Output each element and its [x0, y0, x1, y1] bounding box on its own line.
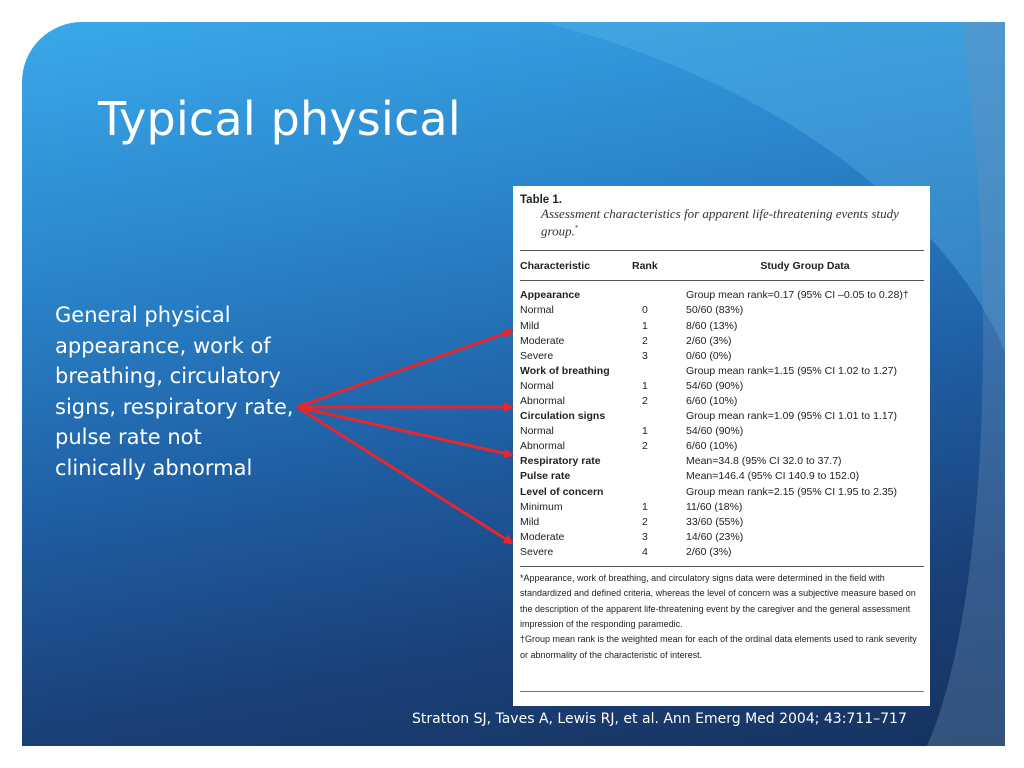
row-rank: 2 — [642, 394, 648, 407]
row-data: 11/60 (18%) — [686, 500, 743, 513]
table-caption-text: Assessment characteristics for apparent life-threatening events study group. — [541, 206, 899, 239]
row-data: 33/60 (55%) — [686, 515, 744, 528]
row-data: 54/60 (90%) — [686, 379, 744, 392]
arrow-to-circulation — [297, 407, 512, 455]
row-data: 6/60 (10%) — [686, 394, 738, 407]
row-data: Group mean rank=1.15 (95% CI 1.02 to 1.27) — [686, 364, 897, 377]
row-data: 54/60 (90%) — [686, 425, 744, 438]
row-data: 2/60 (3%) — [686, 545, 732, 558]
body-text: General physical appearance, work of breathing, circulatory signs, respiratory rate, pulse rate not clinically abnormal — [55, 303, 294, 480]
citation: Stratton SJ, Taves A, Lewis RJ, et al. Ann Emerg Med 2004; 43:711–717 — [412, 711, 907, 727]
footnote-1: *Appearance, work of breathing, and circulatory signs data were determined in the field with standardized and defined criteria, whereas the level of concern was a subjective measure based on the description of the apparent life-threatening event by the caregiver and the general assessment impression of the responding paramedic. — [520, 573, 916, 629]
row-rank: 1 — [642, 319, 648, 332]
row-rank: 2 — [642, 515, 648, 528]
row-rank: 0 — [642, 304, 648, 317]
row-characteristic: Level of concern — [520, 485, 604, 498]
row-data: Mean=34.8 (95% CI 32.0 to 37.7) — [686, 455, 842, 468]
arrow-to-appearance — [297, 331, 512, 407]
row-characteristic: Abnormal — [520, 394, 565, 407]
row-characteristic: Severe — [520, 545, 554, 558]
row-data: 6/60 (10%) — [686, 440, 738, 453]
row-rank: 2 — [642, 440, 648, 453]
row-data: 2/60 (3%) — [686, 334, 732, 347]
row-characteristic: Minimum — [520, 500, 563, 513]
row-data: Mean=146.4 (95% CI 140.9 to 152.0) — [686, 470, 860, 483]
row-characteristic: Work of breathing — [520, 364, 610, 377]
row-characteristic: Normal — [520, 425, 554, 438]
row-characteristic: Respiratory rate — [520, 455, 601, 468]
row-rank: 1 — [642, 425, 648, 438]
header-characteristic: Characteristic — [520, 259, 591, 272]
row-data: 50/60 (83%) — [686, 304, 744, 317]
table-caption-mark: * — [574, 224, 579, 232]
row-rank: 1 — [642, 500, 648, 513]
row-data: 8/60 (13%) — [686, 319, 738, 332]
row-data: Group mean rank=1.09 (95% CI 1.01 to 1.17) — [686, 410, 897, 423]
table-number: Table 1. — [520, 194, 562, 206]
row-characteristic: Moderate — [520, 334, 565, 347]
row-characteristic: Mild — [520, 319, 540, 332]
row-rank: 3 — [642, 349, 648, 362]
row-rank: 2 — [642, 334, 648, 347]
header-rank: Rank — [632, 259, 658, 272]
row-data: 0/60 (0%) — [686, 349, 732, 362]
slide-title: Typical physical — [98, 92, 461, 146]
row-characteristic: Mild — [520, 515, 540, 528]
row-data: Group mean rank=2.15 (95% CI 1.95 to 2.35) — [686, 485, 897, 498]
row-characteristic: Normal — [520, 379, 554, 392]
arrow-to-level-of-concern — [297, 407, 512, 543]
row-characteristic: Appearance — [520, 289, 581, 302]
footnote-2: †Group mean rank is the weighted mean for each of the ordinal data elements used to rank severity or abnormality of the characteristic of interest. — [520, 634, 917, 660]
row-characteristic: Abnormal — [520, 440, 565, 453]
row-characteristic: Severe — [520, 349, 554, 362]
row-characteristic: Normal — [520, 304, 554, 317]
row-characteristic: Moderate — [520, 530, 565, 543]
row-data: Group mean rank=0.17 (95% CI –0.05 to 0.28)† — [686, 289, 909, 302]
row-rank: 1 — [642, 379, 648, 392]
row-rank: 3 — [642, 530, 648, 543]
header-study-group-data: Study Group Data — [760, 259, 850, 272]
row-rank: 4 — [642, 545, 648, 558]
row-data: 14/60 (23%) — [686, 530, 744, 543]
row-characteristic: Pulse rate — [520, 470, 571, 483]
row-characteristic: Circulation signs — [520, 410, 606, 423]
